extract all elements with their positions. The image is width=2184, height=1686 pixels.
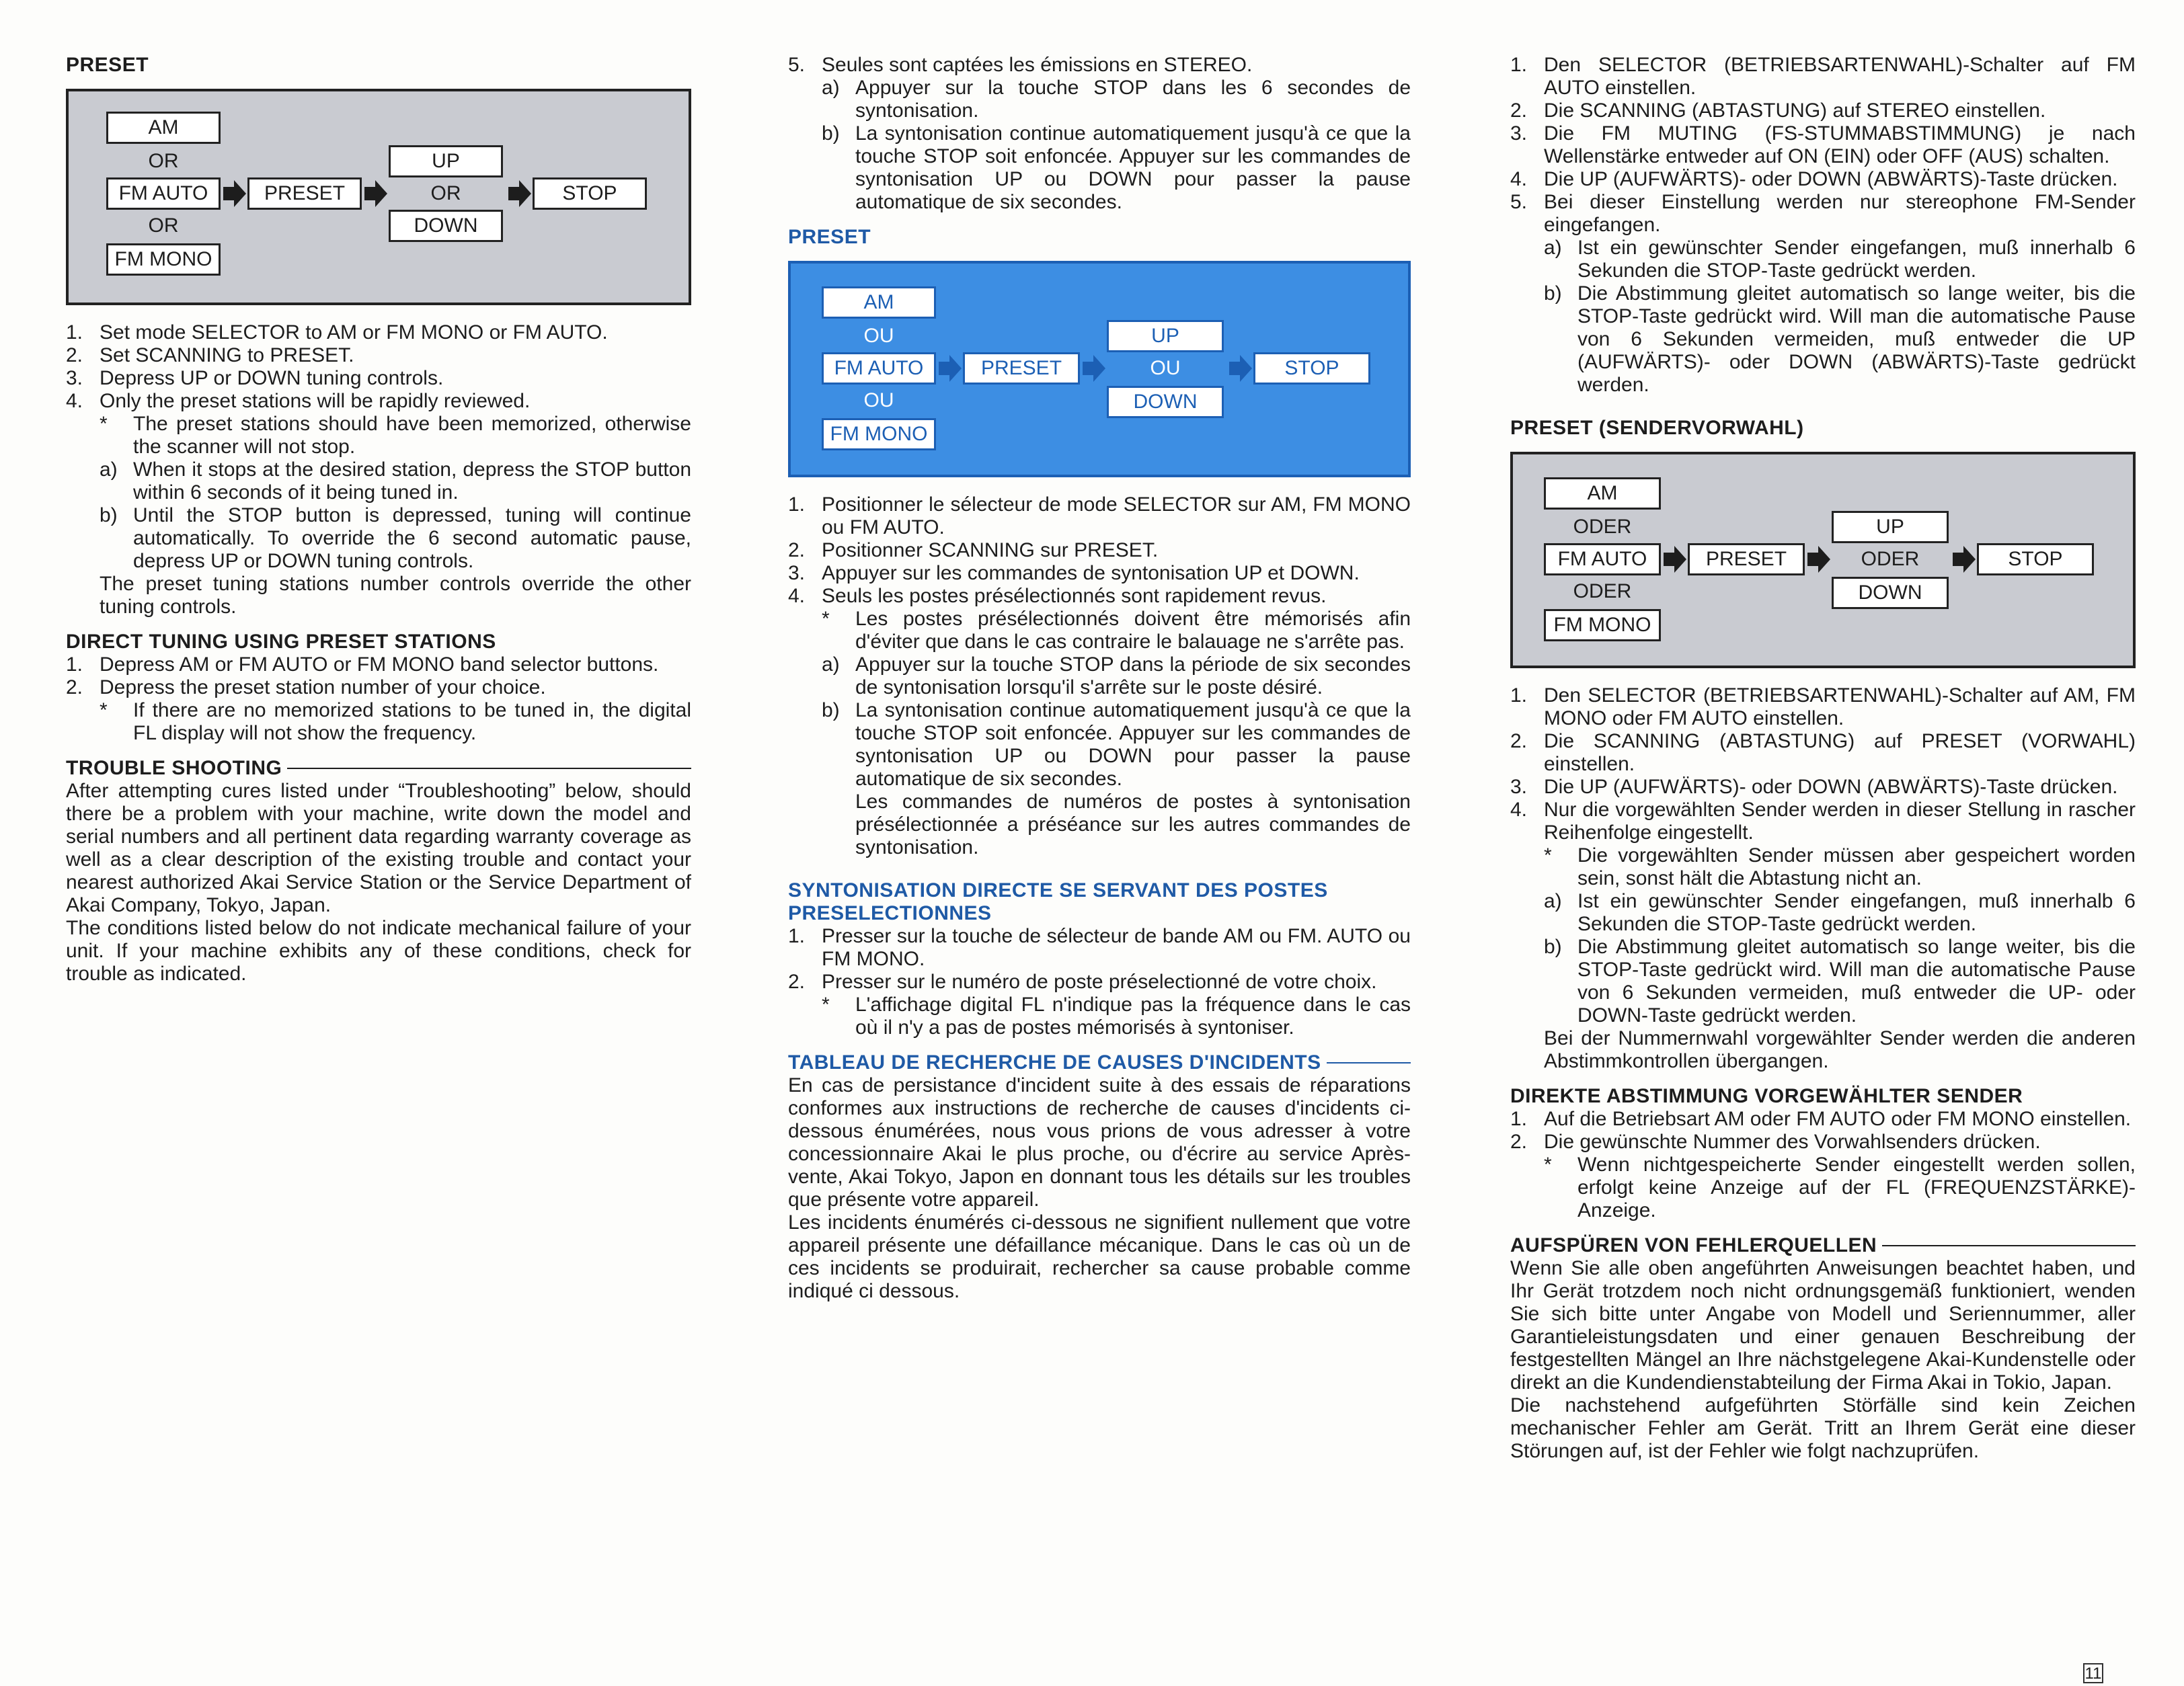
trouble-paragraph: En cas de persistance d'incident suite à des essais de réparations conformes aux instructions de recherche de causes d'incidents ci-dessous énumérées, nous vous prions de vous adresser à votre concessionnaire Akai le plus proche, ou d'écrire au service Après-vente, Akai Tokyo, Japon en donnant tous les détails sur les troubles que présente votre appareil. [788,1074,1411,1211]
diagram-or-label: OU [1150,357,1181,379]
diagram-fm-auto-box: FM AUTO [106,177,221,210]
list-item: 1. Auf die Betriebsart AM oder FM AUTO oder FM MONO einstellen. [1510,1108,2132,1130]
list-item: 2. Die SCANNING (ABTASTUNG) auf PRESET (VORWAHL) einstellen. [1510,730,2136,775]
diagram-preset-box: PRESET [1688,543,1805,575]
page-number: 11 [2083,1663,2103,1683]
list-item: 2. Die SCANNING (ABTASTUNG) auf STEREO einstellen. [1510,99,2046,122]
list-item: 3. Depress UP or DOWN tuning controls. [66,367,444,389]
arrow-icon [1805,543,1832,575]
preset-override-text: Bei der Nummernwahl vorgewählter Sender werden die anderen Abstimmkontrollen übergangen. [1544,1027,2136,1072]
diagram-or-label: OR [430,182,461,204]
arrow-icon [362,177,389,210]
diagram-down-box: DOWN [1107,386,1224,418]
list-item: 1. Positionner le sélecteur de mode SELECTOR sur AM, FM MONO ou FM AUTO. [788,493,1411,538]
diagram-preset-box: PRESET [963,352,1080,385]
list-item: 4. Seuls les postes présélectionnés sont rapidement revus. [788,585,1327,607]
diagram-or-label: ODER [1573,580,1632,602]
list-item: 2. Die gewünschte Nummer des Vorwahlsenders drücken. [1510,1131,2041,1153]
diagram-or-label: OR [148,150,179,172]
preset-override-text: The preset tuning stations number controls override the other tuning controls. [100,573,691,618]
list-item: * Wenn nichtgespeicherte Sender eingestellt werden sollen, erfolgt keine Anzeige auf der FL (FREQUENZSTÄRKE)-Anzeige. [1544,1154,2136,1221]
diagram-or-label: ODER [1573,516,1632,538]
list-item: 4. Only the preset stations will be rapidly reviewed. [66,390,531,412]
diagram-down-box: DOWN [1832,577,1949,609]
list-item: 1. Den SELECTOR (BETRIEBSARTENWAHL)-Schalter auf AM, FM MONO oder FM AUTO einstellen. [1510,684,2136,729]
list-item: * Die vorgewählten Sender müssen aber gespeichert worden sein, sonst hält die Abtastung nicht an. [1544,844,2136,889]
list-item: b) Die Abstimmung gleitet automatisch so lange weiter, bis die STOP-Taste gedrückt wird. Will man die automatische Pause von 6 Sekunden vermeiden, muß entweder die UP (AUFWÄRTS)- oder DOWN (ABWÄRTS)-Taste gedrückt werden. [1544,282,2136,396]
direct-tuning-heading: DIRECT TUNING USING PRESET STATIONS [66,631,496,653]
diagram-am-box: AM [106,112,221,144]
arrow-icon [1950,543,1977,575]
direct-tuning-heading: SYNTONISATION DIRECTE SE SERVANT DES POSTES PRESELECTIONNES [788,879,1328,924]
list-item: 2. Presser sur le numéro de poste préselectionné de votre choix. [788,971,1377,993]
list-item: b) Die Abstimmung gleitet automatisch so lange weiter, bis die STOP-Taste gedrückt wird. Will man die automatische Pause von 6 Sekunden vermeiden, muß entweder die UP- oder DOWN-Taste gedrückt werden. [1544,936,2136,1027]
trouble-paragraph: The conditions listed below do not indicate mechanical failure of your unit. If your machine exhibits any of these conditions, check for trouble as indicated. [66,917,691,985]
list-item: b) La syntonisation continue automatiquement jusqu'à ce que la touche STOP soit enfoncée. Appuyer sur les commandes de syntonisation UP ou DOWN pour passer la pause automatique de six secondes. [822,699,1411,790]
list-item: 3. Die FM MUTING (FS-STUMMABSTIMMUNG) je nach Wellenstärke entweder auf ON (EIN) oder OFF (AUS) schalten. [1510,122,2136,167]
trouble-paragraph: Les incidents énumérés ci-dessous ne signifient nullement que votre appareil présente une défaillance mécanique. Dans le cas où un de ces incidents se produirait, rechercher sa cause probable comme indiqué ci dessous. [788,1211,1411,1302]
diagram-fm-auto-box: FM AUTO [1544,543,1661,575]
list-item: 3. Die UP (AUFWÄRTS)- oder DOWN (ABWÄRTS)-Taste drücken. [1510,776,2118,798]
preset-override-text: Les commandes de numéros de postes à syntonisation présélectionnée a préséance sur les autres commandes de syntonisation. [855,791,1411,858]
list-item: 2. Set SCANNING to PRESET. [66,344,354,366]
list-item: 2. Depress the preset station number of your choice. [66,676,546,698]
trouble-shooting-heading: TROUBLE SHOOTING [66,757,691,780]
list-item: * Les postes présélectionnés doivent être mémorisés afin d'éviter que dans le cas contraire le balauage ne s'arrête pas. [822,608,1411,653]
diagram-down-box: DOWN [389,210,503,242]
list-item: b) Until the STOP button is depressed, tuning will continue automatically. To override the 6 second automatic pause, depress UP or DOWN tuning controls. [100,504,691,572]
list-item: 1. Set mode SELECTOR to AM or FM MONO or FM AUTO. [66,321,608,344]
list-item: a) Appuyer sur la touche STOP dans les 6 secondes de syntonisation. [822,77,1411,122]
list-item: 4. Nur die vorgewählten Sender werden in dieser Stellung in rascher Reihenfolge eingestellt. [1510,799,2136,844]
arrow-icon [1661,543,1688,575]
list-item: a) Appuyer sur la touche STOP dans la période de six secondes de syntonisation lorsqu'il s'arrête sur le poste désiré. [822,653,1411,698]
trouble-shooting-heading: AUFSPÜREN VON FEHLERQUELLEN [1510,1234,2136,1257]
list-item: 1. Den SELECTOR (BETRIEBSARTENWAHL)-Schalter auf FM AUTO einstellen. [1510,54,2136,99]
trouble-paragraph: Wenn Sie alle oben angeführten Anweisungen beachtet haben, und Ihr Gerät trotzdem noch nicht ordnungsgemäß funktioniert, wenden Sie sich bitte unter Angabe von Modell und Seriennummer, aller Garantieleistungsdaten und einer genauen Beschreibung der festgestellten Mängel an Ihre nächstgelegene Akai-Kundenstelle oder direkt an die Kundendienstabteilung der Firma Akai in Tokio, Japan. [1510,1257,2136,1394]
preset-diagram [788,261,1411,477]
preset-heading: PRESET [66,54,149,76]
direct-tuning-heading: DIREKTE ABSTIMMUNG VORGEWÄHLTER SENDER [1510,1085,2023,1107]
diagram-stop-box: STOP [1977,543,2094,575]
preset-diagram [1510,452,2136,668]
diagram-or-label: OR [148,214,179,237]
arrow-icon [221,177,247,210]
trouble-shooting-heading: TABLEAU DE RECHERCHE DE CAUSES D'INCIDENTS [788,1051,1411,1074]
list-item: * The preset stations should have been memorized, otherwise the scanner will not stop. [100,413,691,458]
trouble-paragraph: After attempting cures listed under “Troubleshooting” below, should there be a problem with your machine, write down the model and serial numbers and all pertinent data regarding warranty coverage as well as a clear description of the existing trouble and contact your nearest authorized Akai Service Station or the Service Department of Akai Company, Tokyo, Japan. [66,780,691,916]
diagram-up-box: UP [389,145,503,177]
list-item: 5. Bei dieser Einstellung werden nur stereophone FM-Sender eingefangen. [1510,191,2136,236]
arrow-icon [936,352,963,385]
list-item: 4. Die UP (AUFWÄRTS)- oder DOWN (ABWÄRTS)-Taste drücken. [1510,168,2118,190]
list-item: 1. Presser sur la touche de sélecteur de bande AM ou FM. AUTO ou FM MONO. [788,925,1411,970]
list-item: * L'affichage digital FL n'indique pas la fréquence dans le cas où il n'y a pas de postes mémorisés à syntoniser. [822,994,1411,1039]
arrow-icon [1080,352,1107,385]
list-item: b) La syntonisation continue automatiquement jusqu'à ce que la touche STOP soit enfoncée. Appuyer sur les commandes de syntonisation UP ou DOWN pour passer la pause automatique de six secondes. [822,122,1411,213]
list-item: a) When it stops at the desired station, depress the STOP button within 6 seconds of it being tuned in. [100,458,691,504]
arrow-icon [1226,352,1253,385]
diagram-or-label: OU [863,325,894,347]
diagram-preset-box: PRESET [247,177,362,210]
diagram-stop-box: STOP [1253,352,1370,385]
list-item: 2. Positionner SCANNING sur PRESET. [788,539,1159,561]
diagram-fm-auto-box: FM AUTO [822,352,936,385]
diagram-up-box: UP [1832,511,1949,543]
preset-heading: PRESET (SENDERVORWAHL) [1510,417,1804,439]
preset-diagram [66,89,691,305]
arrow-icon [506,177,533,210]
trouble-paragraph: Die nachstehend aufgeführten Störfälle sind kein Zeichen mechanischer Fehler am Gerät. Tritt an Ihrem Gerät eine dieser Störungen auf, ist der Fehler wie folgt nachzuprüfen. [1510,1394,2136,1462]
preset-heading: PRESET [788,226,871,248]
list-item: 1. Depress AM or FM AUTO or FM MONO band selector buttons. [66,653,659,676]
diagram-stop-box: STOP [533,177,647,210]
diagram-fm-mono-box: FM MONO [822,418,936,450]
diagram-fm-mono-box: FM MONO [1544,609,1661,641]
list-item: a) Ist ein gewünschter Sender eingefangen, muß innerhalb 6 Sekunden die STOP-Taste gedrückt werden. [1544,237,2136,282]
list-item: 3. Appuyer sur les commandes de syntonisation UP et DOWN. [788,562,1360,584]
diagram-up-box: UP [1107,320,1224,352]
diagram-or-label: OU [863,389,894,411]
diagram-fm-mono-box: FM MONO [106,243,221,276]
diagram-or-label: ODER [1861,548,1920,570]
list-item: a) Ist ein gewünschter Sender eingefangen, muß innerhalb 6 Sekunden die STOP-Taste gedrückt werden. [1544,890,2136,935]
diagram-am-box: AM [822,286,936,319]
list-item: 5. Seules sont captées les émissions en STEREO. [788,54,1253,76]
column-french [788,54,1411,1303]
list-item: * If there are no memorized stations to be tuned in, the digital FL display will not show the frequency. [100,699,691,744]
diagram-am-box: AM [1544,477,1661,510]
column-german [1510,54,2136,1463]
column-english [66,54,691,986]
